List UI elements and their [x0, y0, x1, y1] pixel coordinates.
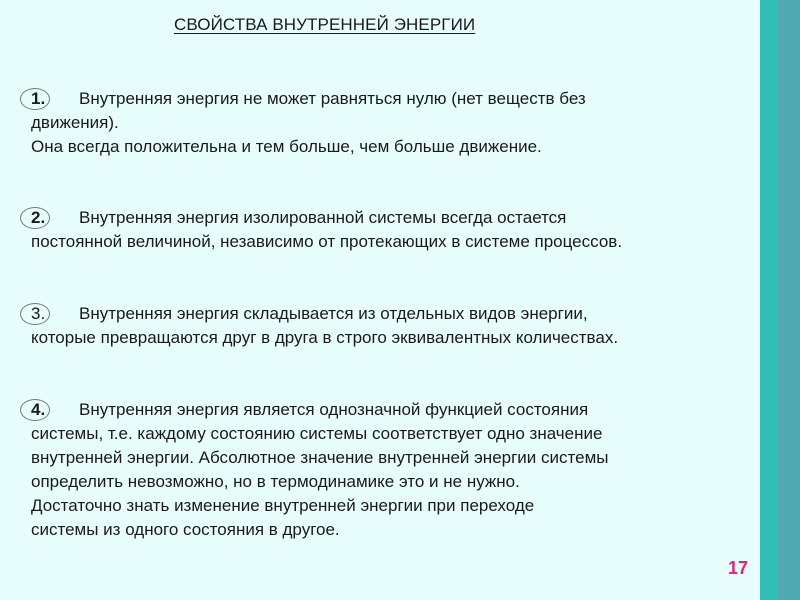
- property-number-4: 4.: [31, 398, 69, 422]
- property-4-line-4: определить невозможно, но в термодинамике это и не нужно.: [31, 472, 520, 491]
- property-1-line-3: Она всегда положительна и тем больше, чем больше движение.: [31, 137, 542, 156]
- property-1-line-2: движения).: [31, 113, 119, 132]
- property-4-line-1: Внутренняя энергия является однозначной функцией состояния: [79, 400, 589, 419]
- property-3-line-1: Внутренняя энергия складывается из отдельных видов энергии,: [79, 304, 588, 323]
- property-4-line-3: внутренней энергии. Абсолютное значение внутренней энергии системы: [31, 448, 609, 467]
- property-3: [31, 302, 731, 350]
- right-decorative-stripe-inner: [778, 0, 800, 600]
- property-2: [31, 206, 731, 254]
- page-number: 17: [728, 558, 749, 578]
- property-number-3: 3.: [31, 302, 69, 326]
- property-3-line-2: которые превращаются друг в друга в строго эквивалентных количествах.: [31, 328, 619, 347]
- slide-title: СВОЙСТВА ВНУТРЕННЕЙ ЭНЕРГИИ: [174, 15, 476, 34]
- property-number-1: 1.: [31, 87, 69, 111]
- property-4-line-6: системы из одного состояния в другое.: [31, 520, 340, 539]
- property-4: [31, 398, 731, 542]
- property-2-line-1: Внутренняя энергия изолированной системы всегда остается: [79, 208, 567, 227]
- property-number-2: 2.: [31, 206, 69, 230]
- property-4-line-5: Достаточно знать изменение внутренней энергии при переходе: [31, 496, 535, 515]
- property-1: [31, 87, 731, 159]
- property-2-line-2: постоянной величиной, независимо от протекающих в системе процессов.: [31, 232, 623, 251]
- property-1-line-1: Внутренняя энергия не может равняться нулю (нет веществ без: [79, 89, 586, 108]
- property-4-line-2: системы, т.е. каждому состоянию системы соответствует одно значение: [31, 424, 603, 443]
